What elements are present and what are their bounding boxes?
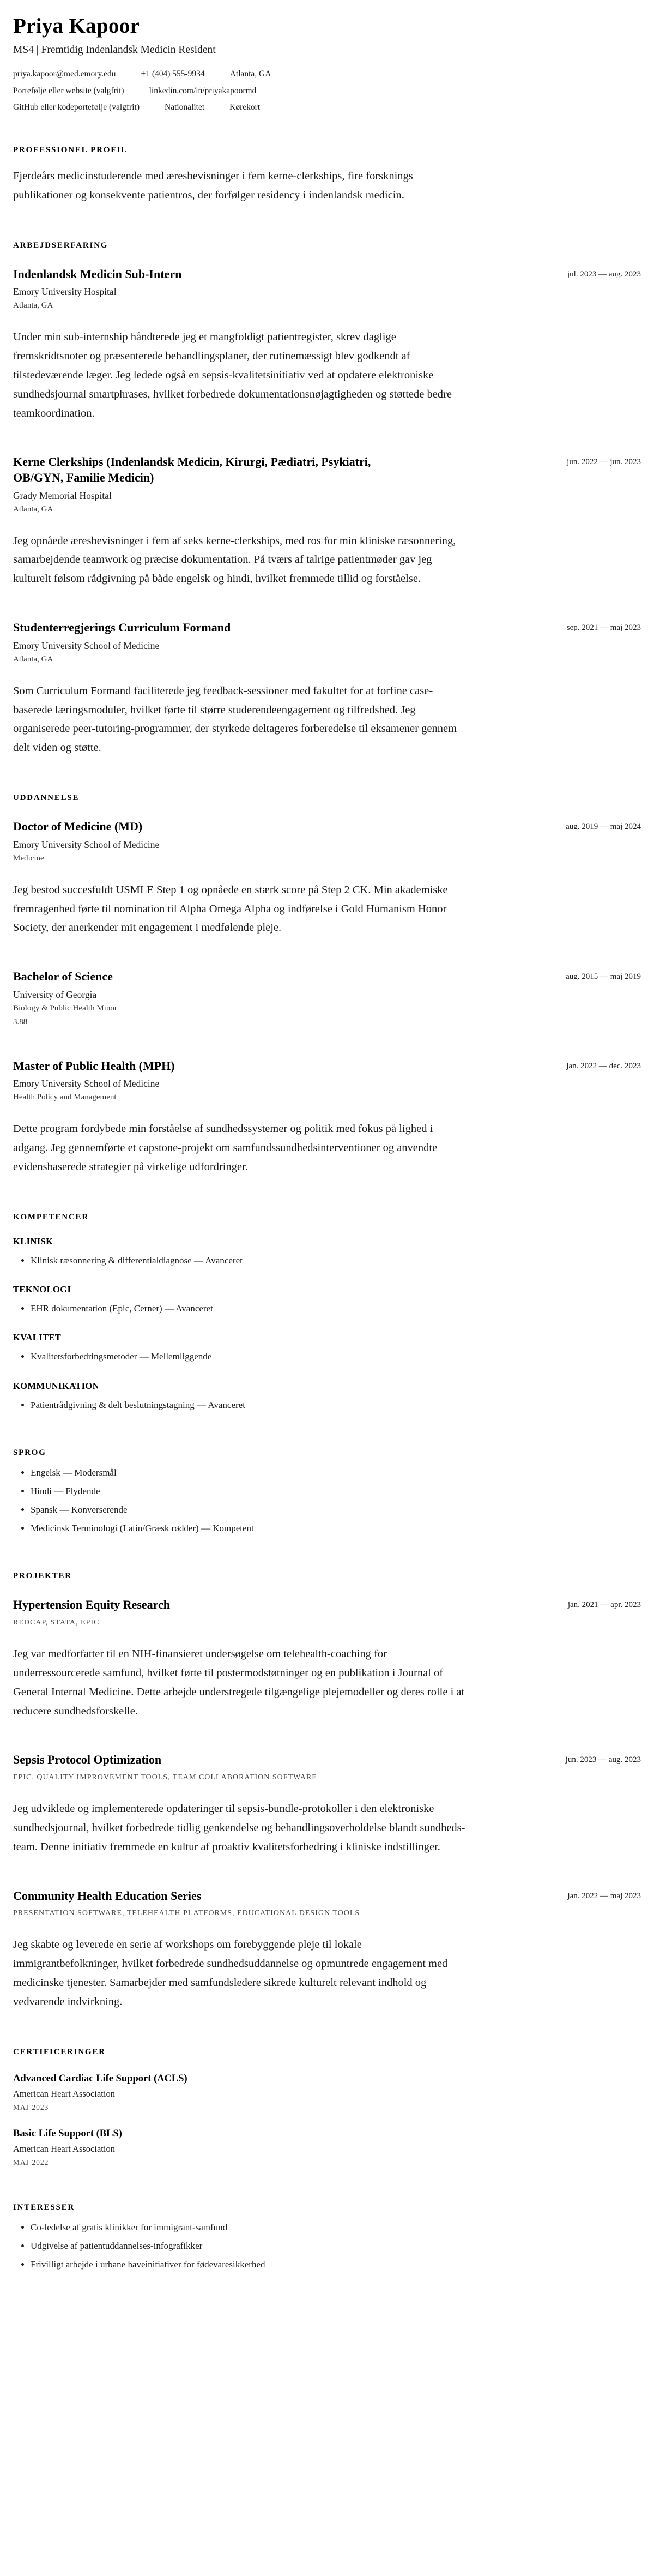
education-item-header: [13, 1058, 641, 1074]
education-description: Dette program fordybede min forståelse af sundhedssystemer og politik med fokus på lighed i adgang. Jeg gennemførte et capstone-projekt om samfundssundhedsinterventioner og anvendte evidensbaserede strategier på virkelige udfordringer.: [13, 1123, 438, 1173]
job-title: Kerne Clerkships (Indenlandsk Medicin, Kirurgi, Pædiatri, Psykiatri, OB/GYN, Familie Medicin): [13, 455, 371, 484]
project-tools: PRESENTATION SOFTWARE, TELEHEALTH PLATFORMS, EDUCATIONAL DESIGN TOOLS: [13, 1909, 360, 1918]
project-item-header: [13, 1888, 641, 1904]
project-item: [13, 1752, 641, 1856]
job-title: Indenlandsk Medicin Sub-Intern: [13, 267, 182, 281]
skill-group: [13, 1332, 641, 1364]
contact-location: Atlanta, GA: [229, 69, 271, 79]
project-item: [13, 1888, 641, 2012]
school-name: Emory University School of Medicine: [13, 1078, 160, 1090]
contact-row-2: [13, 85, 641, 97]
contact-row-1: [13, 68, 641, 80]
gpa-value: 3.88: [13, 1017, 28, 1026]
field-of-study: Medicine: [13, 853, 44, 863]
language-list: [13, 1465, 641, 1536]
experience-item: [13, 267, 641, 423]
skill-list: [13, 1301, 641, 1316]
section-education: [13, 793, 641, 1177]
education-item: [13, 1058, 641, 1177]
section-projects: [13, 1572, 641, 2011]
contact-website: Portefølje eller website (valgfrit): [13, 86, 124, 95]
skill-item: • Patientrådgivning & delt beslutningstagning — Avanceret: [31, 1398, 641, 1412]
experience-item: [13, 620, 641, 757]
project-tools: EPIC, QUALITY IMPROVEMENT TOOLS, TEAM COLLABORATION SOFTWARE: [13, 1773, 317, 1781]
certification-item: [13, 2073, 641, 2112]
degree-dates: aug. 2019 — maj 2024: [566, 822, 641, 832]
job-location: Atlanta, GA: [13, 654, 53, 664]
profile-summary: Fjerdeårs medicinstuderende med æresbevisninger i fem kerne-clerkships, fire forsknings publikationer og konsekvente patientros, der forfølger residency i indenlandsk medicin.: [13, 170, 413, 201]
project-description: Jeg udviklede og implementerede opdateringer til sepsis-bundle-protokoller i den elektroniske sundhedsjournal, hvilket forbedrede tidlig genkendelse og behandlingsoverholdelse blandt sundheds-team. Denne initiativ fremmede en kultur af proaktiv kvalitetsforbedring i kliniske indstillinger.: [13, 1803, 465, 1853]
section-heading-projects: PROJEKTER: [13, 1572, 72, 1581]
contact-nationality: Nationalitet: [165, 103, 205, 112]
job-organization: Emory University School of Medicine: [13, 640, 160, 651]
degree-dates: jan. 2022 — dec. 2023: [566, 1061, 641, 1070]
project-dates: jun. 2023 — aug. 2023: [565, 1755, 641, 1765]
section-skills: [13, 1213, 641, 1412]
project-dates: jan. 2022 — maj 2023: [567, 1891, 641, 1900]
job-description: Som Curriculum Formand faciliterede jeg feedback-sessioner med fakultet for at forfine case-baserede læringsmoduler, hvilket førte til større studerendeengagement og tilfredshed. Jeg organiserede peer-tutoring-programmer, der styrkede deltageres forberedelse til eksamener gennem delt viden og støtte.: [13, 684, 457, 754]
section-interests: [13, 2203, 641, 2272]
job-dates: jun. 2022 — jun. 2023: [567, 458, 641, 467]
education-item: [13, 969, 641, 1027]
section-heading-profile: PROFESSIONEL PROFIL: [13, 145, 128, 154]
job-location: Atlanta, GA: [13, 301, 53, 310]
job-title: Studenterregjerings Curriculum Formand: [13, 621, 231, 635]
project-title: Community Health Education Series: [13, 1888, 202, 1903]
section-heading-languages: SPROG: [13, 1448, 46, 1457]
education-description: Jeg bestod succesfuldt USMLE Step 1 og opnåede en stærk score på Step 2 CK. Min akademiske fremragenhed førte til nomination til Alpha Omega Alpha og indførelse i Gold Humanism Honor Society, der anerkender mit engagement i medfølende pleje.: [13, 883, 448, 934]
candidate-title: MS4 | Fremtidig Indenlandsk Medicin Resident: [13, 44, 216, 56]
contact-info: [13, 68, 641, 113]
certification-date: MAJ 2022: [13, 2158, 49, 2166]
degree-title: Master of Public Health (MPH): [13, 1058, 175, 1073]
degree-dates: aug. 2015 — maj 2019: [566, 972, 641, 982]
interest-item: • Frivilligt arbejde i urbane haveinitiativer for fødevaresikkerhed: [31, 2257, 641, 2272]
skill-category: KLINISK: [13, 1236, 53, 1247]
contact-row-3: [13, 101, 641, 113]
skill-list: [13, 1253, 641, 1268]
contact-linkedin[interactable]: linkedin.com/in/priyakapoormd: [149, 86, 257, 95]
resume-header: [13, 12, 641, 113]
skill-category: KOMMUNIKATION: [13, 1380, 99, 1391]
language-item: • Spansk — Konverserende: [31, 1502, 641, 1517]
experience-item-header: [13, 267, 641, 282]
project-item-header: [13, 1597, 641, 1613]
language-item: • Engelsk — Modersmål: [31, 1465, 641, 1480]
experience-item-header: [13, 620, 641, 636]
job-dates: sep. 2021 — maj 2023: [566, 623, 641, 633]
skill-item: • Klinisk ræsonnering & differentialdiagnose — Avanceret: [31, 1253, 641, 1268]
candidate-name: Priya Kapoor: [13, 14, 140, 38]
interest-item: • Udgivelse af patientuddannelses-infografikker: [31, 2238, 641, 2253]
education-item: [13, 819, 641, 937]
field-of-study: Health Policy and Management: [13, 1093, 117, 1102]
section-heading-experience: ARBEJDSERFARING: [13, 240, 108, 250]
certification-title: Basic Life Support (BLS): [13, 2128, 122, 2139]
job-organization: Emory University Hospital: [13, 286, 117, 298]
skill-list: [13, 1349, 641, 1364]
contact-license: Kørekort: [229, 103, 261, 112]
education-item-header: [13, 969, 641, 985]
certification-issuer: American Heart Association: [13, 2143, 115, 2154]
section-heading-interests: INTERESSER: [13, 2202, 75, 2212]
project-description: Jeg var medforfatter til en NIH-finansieret undersøgelse om telehealth-coaching for underressourcerede samfund, hvilket førte til postermodstøtninger og en publikation i Journal of General Internal Medicine. Dette arbejde understregede tilgængelige plejemodeller og deres rolle i at reducere sundhedsforskelle.: [13, 1648, 465, 1717]
section-certifications: [13, 2048, 641, 2167]
skill-group: [13, 1284, 641, 1316]
skill-item: • Kvalitetsforbedringsmetoder — Mellemliggende: [31, 1349, 641, 1364]
certification-date: MAJ 2023: [13, 2103, 49, 2111]
interest-list: [13, 2220, 641, 2272]
education-item-header: [13, 819, 641, 835]
job-dates: jul. 2023 — aug. 2023: [567, 269, 641, 279]
contact-email[interactable]: priya.kapoor@med.emory.edu: [13, 69, 116, 79]
section-languages: [13, 1448, 641, 1536]
project-item: [13, 1597, 641, 1720]
certification-item: [13, 2128, 641, 2167]
language-item: • Hindi — Flydende: [31, 1484, 641, 1498]
job-organization: Grady Memorial Hospital: [13, 490, 112, 501]
degree-title: Doctor of Medicine (MD): [13, 820, 143, 834]
section-profile: [13, 146, 641, 205]
contact-phone: +1 (404) 555-9934: [141, 69, 205, 79]
certification-issuer: American Heart Association: [13, 2088, 115, 2099]
skill-list: [13, 1398, 641, 1412]
contact-github: GitHub eller kodeportefølje (valgfrit): [13, 103, 140, 112]
project-dates: jan. 2021 — apr. 2023: [567, 1600, 641, 1610]
project-item-header: [13, 1752, 641, 1768]
project-title: Sepsis Protocol Optimization: [13, 1753, 162, 1767]
certification-title: Advanced Cardiac Life Support (ACLS): [13, 2073, 187, 2084]
skill-group: [13, 1381, 641, 1412]
section-heading-skills: KOMPETENCER: [13, 1212, 89, 1221]
resume-document: [13, 12, 641, 2272]
job-description: Under min sub-internship håndterede jeg et mangfoldigt patientregister, skrev daglige fremskridtsnoter og præsenterede behandlingsplaner, der rutinemæssigt blev godkendt af tilstedeværende læger. Jeg ledede også en sepsis-kvalitetsinitiativ ved at opdatere elektroniske sundhedsjournal smartphrases, hvilket forbedrede dokumentationsnøjagtigheden og støttede bedre teamkoordination.: [13, 331, 452, 419]
section-experience: [13, 241, 641, 758]
degree-title: Bachelor of Science: [13, 970, 113, 984]
field-of-study: Biology & Public Health Minor: [13, 1003, 117, 1013]
skill-category: KVALITET: [13, 1332, 62, 1343]
project-title: Hypertension Equity Research: [13, 1598, 171, 1612]
skill-item: • EHR dokumentation (Epic, Cerner) — Avanceret: [31, 1301, 641, 1316]
experience-item-header: [13, 454, 641, 485]
job-location: Atlanta, GA: [13, 504, 53, 514]
interest-item: • Co-ledelse af gratis klinikker for immigrant-samfund: [31, 2220, 641, 2235]
job-description: Jeg opnåede æresbevisninger i fem af seks kerne-clerkships, med ros for min kliniske ræsonnering, samarbejdende teamwork og præcise dokumentation. På tværs af talrige patientmøder gav jeg kulturelt følsom rådgivning på både engelsk og hindi, hvilket fremmede tillid og forståelse.: [13, 534, 456, 585]
section-heading-education: UDDANNELSE: [13, 793, 80, 803]
section-heading-certifications: CERTIFICERINGER: [13, 2047, 106, 2056]
school-name: University of Georgia: [13, 989, 97, 1000]
project-description: Jeg skabte og leverede en serie af workshops om forebyggende pleje til lokale immigrantbefolkninger, hvilket forbedrede sundhedsuddannelse og opmuntrede engagement med medicinske tjenester. Samarbejder med samfundsledere sikrede kulturelt relevant indhold og vedvarende indvirkning.: [13, 1939, 448, 2008]
skill-category: TEKNOLOGI: [13, 1284, 71, 1295]
language-item: • Medicinsk Terminologi (Latin/Græsk rødder) — Kompetent: [31, 1521, 641, 1536]
experience-item: [13, 454, 641, 588]
school-name: Emory University School of Medicine: [13, 839, 160, 850]
skill-group: [13, 1236, 641, 1268]
project-tools: REDCAP, STATA, EPIC: [13, 1618, 100, 1627]
